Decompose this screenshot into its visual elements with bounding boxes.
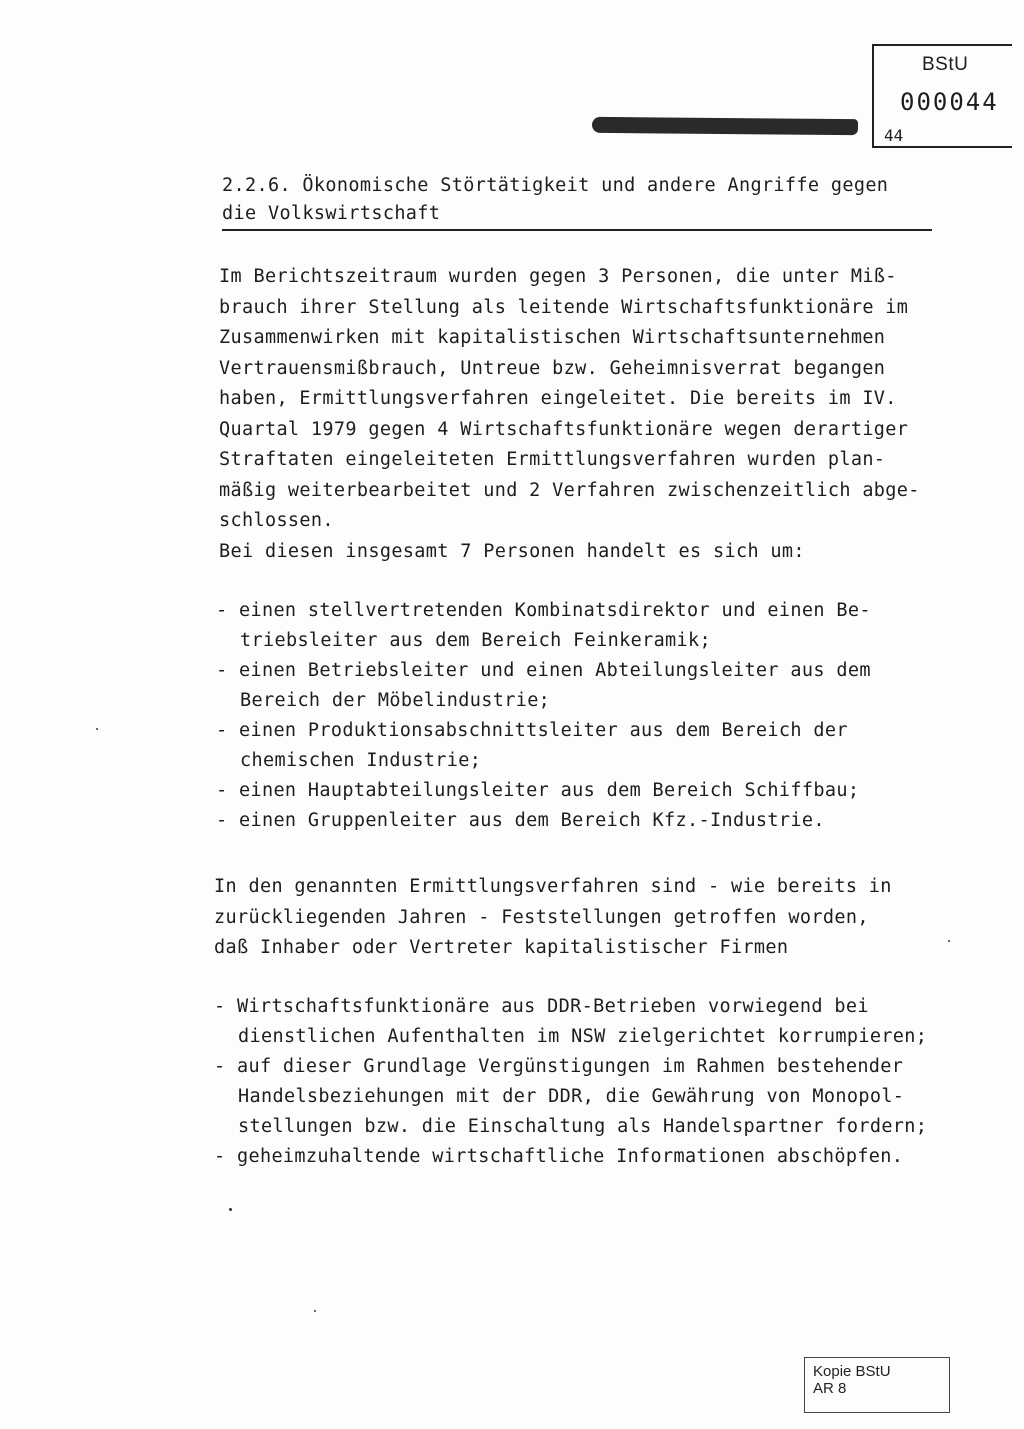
heading-underline — [222, 229, 932, 231]
scan-speck — [229, 1208, 232, 1211]
text-line: schlossen. — [219, 510, 334, 531]
text-line: stellungen bzw. die Einschaltung als Handelspartner fordern; — [238, 1116, 928, 1137]
text-line: - einen Produktionsabschnittsleiter aus dem Bereich der — [216, 720, 848, 741]
text-line: - einen Hauptabteilungsleiter aus dem Bereich Schiffbau; — [216, 780, 860, 801]
text-line: Bereich der Möbelindustrie; — [240, 690, 551, 711]
text-line: - einen Betriebsleiter und einen Abteilungsleiter aus dem — [216, 660, 871, 681]
text-line: Zusammenwirken mit kapitalistischen Wirtschaftsunternehmen — [219, 327, 886, 348]
text-line: In den genannten Ermittlungsverfahren sind - wie bereits in — [214, 876, 892, 897]
stamp-label: BStU — [922, 54, 969, 75]
text-line: daß Inhaber oder Vertreter kapitalistischer Firmen — [214, 937, 789, 958]
text-line: Bei diesen insgesamt 7 Personen handelt es sich um: — [219, 540, 805, 562]
text-line: Im Berichtszeitraum wurden gegen 3 Personen, die unter Miß- — [219, 266, 897, 287]
scan-speck — [948, 940, 950, 942]
text-line: zurückliegenden Jahren - Feststellungen getroffen worden, — [214, 906, 869, 928]
heading-line-2: die Volkswirtschaft — [222, 203, 441, 224]
text-line: - einen stellvertretenden Kombinatsdirektor und einen Be- — [216, 600, 871, 621]
list-item — [216, 656, 986, 716]
text-line: Handelsbeziehungen mit der DDR, die Gewährung von Monopol- — [238, 1086, 905, 1107]
text-line: - auf dieser Grundlage Vergünstigungen im Rahmen bestehender — [214, 1056, 904, 1077]
section-heading — [222, 172, 942, 228]
text-line: - geheimzuhaltende wirtschaftliche Informationen abschöpfen. — [214, 1146, 904, 1167]
kopie-stamp-line-2: AR 8 — [813, 1380, 847, 1397]
heading-line-1: 2.2.6. Ökonomische Störtätigkeit und andere Angriffe gegen — [222, 175, 889, 196]
text-line: haben, Ermittlungsverfahren eingeleitet. Die bereits im IV. — [219, 388, 897, 409]
text-line: mäßig weiterbearbeitet und 2 Verfahren zwischenzeitlich abge- — [219, 479, 920, 501]
text-line: chemischen Industrie; — [240, 750, 482, 771]
page-number: 44 — [884, 126, 904, 145]
list-item — [216, 806, 986, 836]
text-line: Quartal 1979 gegen 4 Wirtschaftsfunktionäre wegen derartiger — [219, 418, 909, 440]
text-line: - Wirtschaftsfunktionäre aus DDR-Betrieben vorwiegend bei — [214, 996, 869, 1017]
list-item — [216, 596, 986, 656]
findings-intro-paragraph — [214, 872, 974, 964]
kopie-stamp-line-1: Kopie BStU — [813, 1363, 891, 1380]
kopie-bstu-stamp — [804, 1357, 950, 1413]
stamp-number: 000044 — [900, 88, 999, 116]
list-item — [216, 776, 986, 806]
intro-paragraph — [219, 262, 979, 567]
text-line: brauch ihrer Stellung als leitende Wirtschaftsfunktionäre im — [219, 296, 909, 318]
text-line: triebsleiter aus dem Bereich Feinkeramik; — [240, 630, 712, 651]
list-item — [214, 992, 984, 1052]
text-line: dienstlichen Aufenthalten im NSW zielgerichtet korrumpieren; — [238, 1026, 928, 1047]
list-item — [216, 716, 986, 776]
redaction-bar — [592, 117, 858, 135]
text-line: - einen Gruppenleiter aus dem Bereich Kfz.-Industrie. — [216, 810, 825, 831]
text-line: Straftaten eingeleiteten Ermittlungsverfahren wurden plan- — [219, 449, 886, 470]
scan-speck — [96, 728, 98, 730]
list-item — [214, 1052, 984, 1142]
list-item — [214, 1142, 984, 1172]
scan-speck — [314, 1310, 316, 1312]
persons-list — [216, 596, 986, 836]
findings-list — [214, 992, 984, 1172]
text-line: Vertrauensmißbrauch, Untreue bzw. Geheimnisverrat begangen — [219, 357, 886, 379]
